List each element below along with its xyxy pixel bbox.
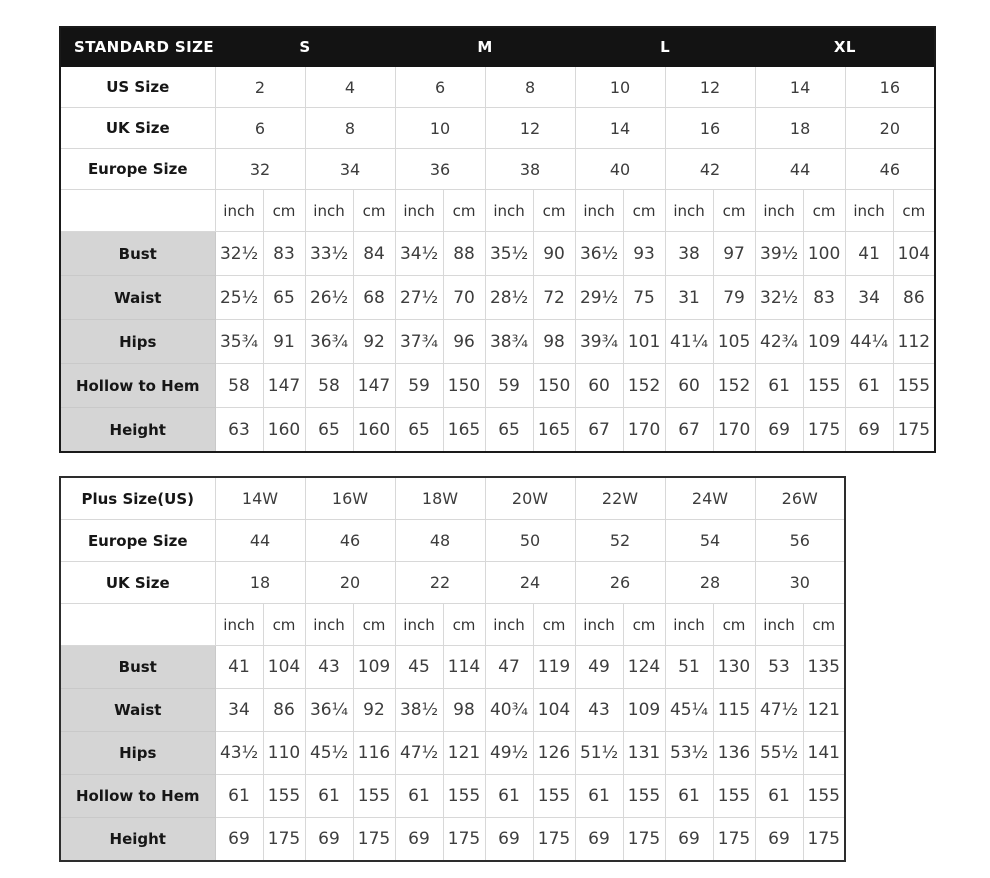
measure-inch-cell: 60 [575,364,623,408]
measure-cm-cell: 165 [533,408,575,453]
size-value-cell: 48 [395,520,485,562]
unit-header-row [60,604,845,646]
measure-inch-cell: 53 [755,646,803,689]
unit-cm-cell: cm [623,190,665,232]
size-value-cell: 22 [395,562,485,604]
measure-cm-cell: 68 [353,276,395,320]
measure-inch-cell: 37¾ [395,320,443,364]
measure-cm-cell: 100 [803,232,845,276]
row-label: Bust [60,232,215,276]
standard-size-table [59,26,936,453]
unit-cm-cell: cm [803,604,845,646]
measure-cm-cell: 175 [623,818,665,862]
measure-inch-cell: 61 [305,775,353,818]
measure-inch-cell: 34 [215,689,263,732]
size-value-cell: 6 [395,67,485,108]
size-value-cell: 26 [575,562,665,604]
measure-cm-cell: 160 [263,408,305,453]
measure-cm-cell: 86 [263,689,305,732]
measure-inch-cell: 67 [575,408,623,453]
size-value-cell: 22W [575,477,665,520]
measure-inch-cell: 28½ [485,276,533,320]
measure-cm-cell: 92 [353,320,395,364]
measure-inch-cell: 36¼ [305,689,353,732]
measure-inch-cell: 41 [215,646,263,689]
measure-cm-cell: 97 [713,232,755,276]
unit-inch-cell: inch [665,604,713,646]
measurement-row [60,320,935,364]
size-value-cell: 16W [305,477,395,520]
measure-inch-cell: 61 [215,775,263,818]
measure-inch-cell: 63 [215,408,263,453]
size-value-cell: 12 [485,108,575,149]
measure-cm-cell: 79 [713,276,755,320]
unit-cm-cell: cm [443,604,485,646]
measure-inch-cell: 32½ [215,232,263,276]
size-value-cell: 4 [305,67,395,108]
measure-inch-cell: 58 [215,364,263,408]
unit-inch-cell: inch [665,190,713,232]
measure-inch-cell: 51½ [575,732,623,775]
unit-cm-cell: cm [533,604,575,646]
measure-inch-cell: 33½ [305,232,353,276]
measure-cm-cell: 119 [533,646,575,689]
row-label: US Size [60,67,215,108]
measure-cm-cell: 135 [803,646,845,689]
measure-cm-cell: 175 [893,408,935,453]
measure-cm-cell: 112 [893,320,935,364]
measure-cm-cell: 155 [443,775,485,818]
measure-inch-cell: 61 [575,775,623,818]
measure-cm-cell: 141 [803,732,845,775]
measure-inch-cell: 44¼ [845,320,893,364]
unit-cm-cell: cm [533,190,575,232]
measure-inch-cell: 47 [485,646,533,689]
measure-cm-cell: 175 [803,408,845,453]
size-value-cell: 54 [665,520,755,562]
measure-inch-cell: 69 [215,818,263,862]
measure-cm-cell: 155 [263,775,305,818]
size-value-cell: 6 [215,108,305,149]
unit-inch-cell: inch [575,190,623,232]
measure-inch-cell: 61 [485,775,533,818]
measure-cm-cell: 110 [263,732,305,775]
unit-inch-cell: inch [395,190,443,232]
size-group-header: L [575,27,755,67]
measure-cm-cell: 136 [713,732,755,775]
measure-inch-cell: 26½ [305,276,353,320]
measurement-row [60,364,935,408]
size-value-cell: 24W [665,477,755,520]
measure-inch-cell: 43½ [215,732,263,775]
measure-inch-cell: 69 [575,818,623,862]
size-value-cell: 34 [305,149,395,190]
size-group-header: XL [755,27,935,67]
unit-inch-cell: inch [305,604,353,646]
measure-inch-cell: 27½ [395,276,443,320]
measure-cm-cell: 109 [803,320,845,364]
unit-cm-cell: cm [353,604,395,646]
measure-cm-cell: 175 [533,818,575,862]
measure-inch-cell: 38½ [395,689,443,732]
measure-inch-cell: 35¾ [215,320,263,364]
size-value-cell: 10 [395,108,485,149]
measure-cm-cell: 170 [623,408,665,453]
measure-cm-cell: 152 [623,364,665,408]
size-value-cell: 18W [395,477,485,520]
measure-cm-cell: 65 [263,276,305,320]
measurement-row [60,232,935,276]
measure-cm-cell: 155 [533,775,575,818]
measure-cm-cell: 83 [263,232,305,276]
measure-inch-cell: 69 [395,818,443,862]
measure-cm-cell: 93 [623,232,665,276]
size-value-cell: 10 [575,67,665,108]
size-value-cell: 38 [485,149,575,190]
measure-inch-cell: 61 [755,775,803,818]
unit-cm-cell: cm [713,190,755,232]
measure-inch-cell: 65 [395,408,443,453]
measure-cm-cell: 155 [623,775,665,818]
measure-inch-cell: 39½ [755,232,803,276]
size-value-cell: 46 [305,520,395,562]
measure-cm-cell: 175 [353,818,395,862]
measure-cm-cell: 175 [713,818,755,862]
row-label: Europe Size [60,149,215,190]
measure-inch-cell: 58 [305,364,353,408]
measure-inch-cell: 38¾ [485,320,533,364]
size-value-cell: 8 [305,108,395,149]
unit-row-label [60,190,215,232]
measure-cm-cell: 90 [533,232,575,276]
unit-cm-cell: cm [623,604,665,646]
measure-inch-cell: 55½ [755,732,803,775]
size-conversion-row [60,520,845,562]
measurement-row [60,276,935,320]
table-title-cell: STANDARD SIZE [60,27,215,67]
measure-cm-cell: 124 [623,646,665,689]
measure-cm-cell: 155 [353,775,395,818]
measure-inch-cell: 61 [845,364,893,408]
measure-cm-cell: 155 [803,775,845,818]
size-group-header: M [395,27,575,67]
measurement-row [60,818,845,862]
measure-inch-cell: 47½ [755,689,803,732]
measurement-row [60,689,845,732]
unit-inch-cell: inch [575,604,623,646]
measure-cm-cell: 105 [713,320,755,364]
unit-inch-cell: inch [845,190,893,232]
measure-inch-cell: 31 [665,276,713,320]
measure-cm-cell: 121 [803,689,845,732]
measure-inch-cell: 47½ [395,732,443,775]
measure-inch-cell: 61 [665,775,713,818]
measure-inch-cell: 41¼ [665,320,713,364]
size-value-cell: 52 [575,520,665,562]
size-value-cell: 2 [215,67,305,108]
measure-cm-cell: 72 [533,276,575,320]
measure-inch-cell: 65 [305,408,353,453]
measure-cm-cell: 96 [443,320,485,364]
measure-cm-cell: 175 [803,818,845,862]
measure-inch-cell: 53½ [665,732,713,775]
measure-cm-cell: 70 [443,276,485,320]
measure-inch-cell: 60 [665,364,713,408]
measure-cm-cell: 104 [533,689,575,732]
measure-cm-cell: 152 [713,364,755,408]
size-value-cell: 18 [755,108,845,149]
measure-cm-cell: 155 [893,364,935,408]
unit-inch-cell: inch [215,190,263,232]
unit-row-label [60,604,215,646]
size-value-cell: 32 [215,149,305,190]
size-conversion-row [60,477,845,520]
measure-inch-cell: 45¼ [665,689,713,732]
measure-inch-cell: 45 [395,646,443,689]
measure-cm-cell: 92 [353,689,395,732]
measure-inch-cell: 25½ [215,276,263,320]
measure-cm-cell: 155 [803,364,845,408]
unit-header-row [60,190,935,232]
measure-cm-cell: 98 [443,689,485,732]
measure-inch-cell: 34 [845,276,893,320]
measure-cm-cell: 75 [623,276,665,320]
unit-inch-cell: inch [305,190,353,232]
size-value-cell: 44 [755,149,845,190]
measure-inch-cell: 34½ [395,232,443,276]
size-value-cell: 42 [665,149,755,190]
measure-inch-cell: 43 [575,689,623,732]
size-value-cell: 16 [845,67,935,108]
size-value-cell: 8 [485,67,575,108]
measure-inch-cell: 38 [665,232,713,276]
measure-inch-cell: 49 [575,646,623,689]
measure-inch-cell: 36¾ [305,320,353,364]
measure-cm-cell: 160 [353,408,395,453]
measure-inch-cell: 59 [485,364,533,408]
size-value-cell: 26W [755,477,845,520]
unit-cm-cell: cm [803,190,845,232]
measure-cm-cell: 150 [533,364,575,408]
row-label: Height [60,408,215,453]
measurement-row [60,775,845,818]
row-label: Plus Size(US) [60,477,215,520]
unit-cm-cell: cm [263,190,305,232]
measure-inch-cell: 69 [305,818,353,862]
size-conversion-row [60,562,845,604]
row-label: Europe Size [60,520,215,562]
measure-cm-cell: 84 [353,232,395,276]
measure-cm-cell: 121 [443,732,485,775]
size-value-cell: 56 [755,520,845,562]
unit-inch-cell: inch [485,190,533,232]
measure-cm-cell: 147 [263,364,305,408]
measure-cm-cell: 115 [713,689,755,732]
plus-size-table [59,476,846,862]
measure-inch-cell: 51 [665,646,713,689]
measure-inch-cell: 29½ [575,276,623,320]
measurement-row [60,646,845,689]
measure-inch-cell: 42¾ [755,320,803,364]
measure-cm-cell: 116 [353,732,395,775]
size-value-cell: 14W [215,477,305,520]
measure-cm-cell: 98 [533,320,575,364]
size-conversion-row [60,67,935,108]
size-value-cell: 44 [215,520,305,562]
measurement-row [60,408,935,453]
size-value-cell: 20W [485,477,575,520]
measure-inch-cell: 36½ [575,232,623,276]
measure-inch-cell: 43 [305,646,353,689]
size-value-cell: 20 [845,108,935,149]
size-value-cell: 14 [575,108,665,149]
measure-inch-cell: 61 [395,775,443,818]
row-label: Waist [60,276,215,320]
measurement-row [60,732,845,775]
measure-cm-cell: 155 [713,775,755,818]
size-value-cell: 50 [485,520,575,562]
measure-inch-cell: 41 [845,232,893,276]
unit-inch-cell: inch [215,604,263,646]
size-value-cell: 24 [485,562,575,604]
row-label: Waist [60,689,215,732]
measure-inch-cell: 69 [665,818,713,862]
row-label: Hips [60,320,215,364]
measure-cm-cell: 83 [803,276,845,320]
row-label: Hollow to Hem [60,364,215,408]
measure-inch-cell: 69 [845,408,893,453]
size-value-cell: 20 [305,562,395,604]
measure-cm-cell: 131 [623,732,665,775]
measure-inch-cell: 59 [395,364,443,408]
measure-cm-cell: 165 [443,408,485,453]
unit-inch-cell: inch [755,190,803,232]
size-value-cell: 30 [755,562,845,604]
size-value-cell: 18 [215,562,305,604]
row-label: Hollow to Hem [60,775,215,818]
unit-cm-cell: cm [263,604,305,646]
unit-cm-cell: cm [443,190,485,232]
measure-cm-cell: 101 [623,320,665,364]
unit-cm-cell: cm [353,190,395,232]
row-label: Bust [60,646,215,689]
unit-cm-cell: cm [893,190,935,232]
unit-inch-cell: inch [395,604,443,646]
measure-cm-cell: 86 [893,276,935,320]
measure-cm-cell: 126 [533,732,575,775]
measure-cm-cell: 109 [623,689,665,732]
measure-inch-cell: 65 [485,408,533,453]
measure-inch-cell: 45½ [305,732,353,775]
measure-inch-cell: 49½ [485,732,533,775]
measure-cm-cell: 170 [713,408,755,453]
measure-cm-cell: 114 [443,646,485,689]
measure-inch-cell: 40¾ [485,689,533,732]
size-conversion-row [60,108,935,149]
size-value-cell: 14 [755,67,845,108]
measure-inch-cell: 35½ [485,232,533,276]
size-group-header: S [215,27,395,67]
measure-inch-cell: 69 [755,818,803,862]
measure-inch-cell: 67 [665,408,713,453]
measure-cm-cell: 88 [443,232,485,276]
measure-cm-cell: 109 [353,646,395,689]
measure-inch-cell: 69 [485,818,533,862]
measure-inch-cell: 61 [755,364,803,408]
measure-cm-cell: 130 [713,646,755,689]
size-value-cell: 28 [665,562,755,604]
row-label: UK Size [60,108,215,149]
measure-inch-cell: 39¾ [575,320,623,364]
unit-inch-cell: inch [755,604,803,646]
unit-inch-cell: inch [485,604,533,646]
size-value-cell: 12 [665,67,755,108]
measure-cm-cell: 147 [353,364,395,408]
unit-cm-cell: cm [713,604,755,646]
row-label: UK Size [60,562,215,604]
measure-cm-cell: 91 [263,320,305,364]
measure-inch-cell: 69 [755,408,803,453]
measure-cm-cell: 175 [263,818,305,862]
size-value-cell: 46 [845,149,935,190]
measure-cm-cell: 104 [893,232,935,276]
measure-cm-cell: 175 [443,818,485,862]
row-label: Hips [60,732,215,775]
measure-inch-cell: 32½ [755,276,803,320]
table-header-row [60,27,935,67]
measure-cm-cell: 150 [443,364,485,408]
size-value-cell: 16 [665,108,755,149]
measure-cm-cell: 104 [263,646,305,689]
size-conversion-row [60,149,935,190]
size-value-cell: 36 [395,149,485,190]
row-label: Height [60,818,215,862]
size-value-cell: 40 [575,149,665,190]
